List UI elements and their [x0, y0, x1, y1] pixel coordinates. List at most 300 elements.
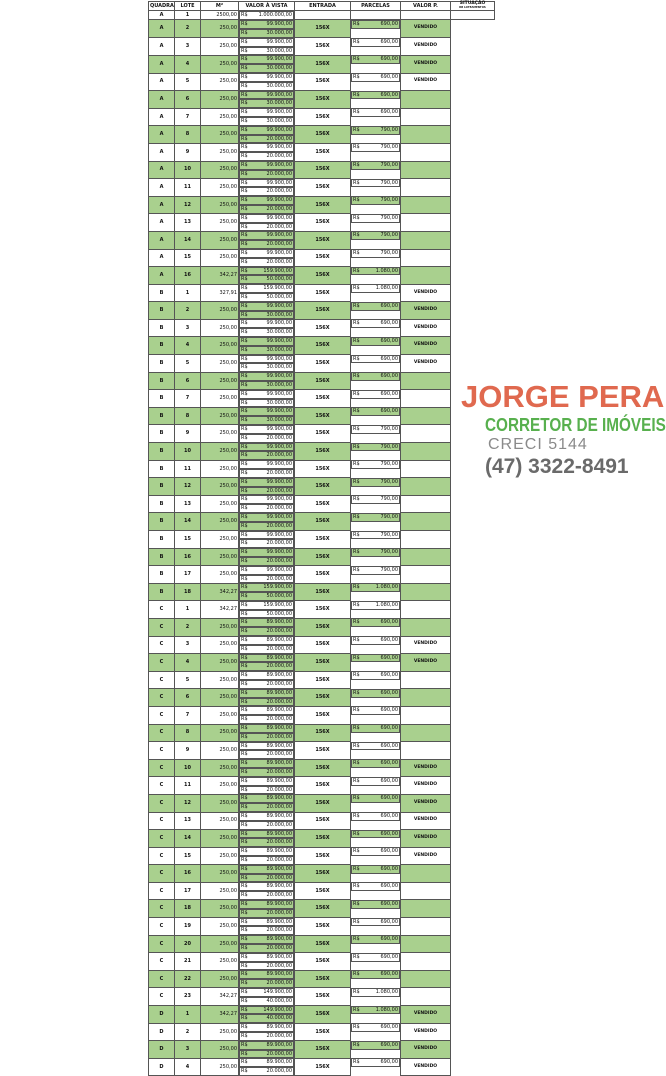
table-row [149, 214, 495, 232]
cell-valor-vista-value: 89.900,00 [266, 760, 292, 767]
currency-symbol: R$ [241, 645, 248, 652]
currency-symbol: R$ [241, 997, 248, 1004]
cell-quadra: B [149, 302, 175, 320]
currency-symbol: R$ [241, 241, 248, 248]
currency-symbol: R$ [241, 663, 248, 670]
cell-lote: 9 [175, 425, 201, 443]
cell-valor-p-value: 690,00 [380, 813, 398, 820]
cell-valor-p-value: 690,00 [380, 672, 398, 679]
cell-parcelas: 156X [295, 214, 351, 232]
cell-m2: 250,00 [201, 794, 239, 812]
currency-symbol: R$ [241, 892, 248, 899]
cell-valor-p-value: 1.080,00 [375, 1006, 398, 1013]
cell-valor-p-value: 690,00 [380, 21, 398, 28]
cell-valor-p-value: 690,00 [380, 408, 398, 415]
cell-entrada-value: 20.000,00 [266, 645, 292, 652]
table-row [149, 1023, 495, 1041]
cell-entrada [239, 698, 294, 707]
cell-parcelas: 156X [295, 284, 351, 302]
currency-symbol: R$ [241, 56, 248, 63]
header-quadra: QUADRA [150, 2, 174, 9]
currency-symbol: R$ [241, 707, 248, 714]
cell-quadra: A [149, 214, 175, 232]
table-row [149, 847, 495, 865]
cell-valor-vista-value: 89.900,00 [266, 830, 292, 837]
currency-symbol: R$ [241, 206, 248, 213]
cell-m2: 250,00 [201, 671, 239, 689]
cell-quadra: C [149, 794, 175, 812]
cell-parcelas: 156X [295, 73, 351, 91]
cell-valor-p [351, 865, 400, 874]
currency-symbol: R$ [241, 751, 248, 758]
cell-valor-vista-value: 89.900,00 [266, 900, 292, 907]
cell-parcelas: 156X [295, 531, 351, 549]
cell-quadra: C [149, 935, 175, 953]
cell-valor-vista-value: 89.900,00 [266, 795, 292, 802]
cell-lote: 18 [175, 583, 201, 601]
cell-m2: 250,00 [201, 20, 239, 38]
cell-situacao [401, 706, 451, 724]
cell-quadra: D [149, 1058, 175, 1076]
currency-symbol: R$ [241, 689, 248, 696]
cell-situacao [401, 390, 451, 408]
cell-m2: 250,00 [201, 337, 239, 355]
cell-valor-vista-value: 99.900,00 [266, 337, 292, 344]
currency-symbol: R$ [353, 408, 360, 415]
cell-lote: 1 [175, 1006, 201, 1024]
cell-quadra: A [149, 267, 175, 285]
cell-valor-p [351, 812, 400, 821]
cell-valor-p [351, 794, 400, 803]
cell-valor-vista-value: 99.900,00 [266, 549, 292, 556]
cell-m2: 250,00 [201, 495, 239, 513]
currency-symbol: R$ [241, 980, 248, 987]
cell-entrada-value: 20.000,00 [266, 962, 292, 969]
currency-symbol: R$ [241, 487, 248, 494]
currency-symbol: R$ [241, 276, 248, 283]
cell-m2: 250,00 [201, 847, 239, 865]
cell-entrada [239, 874, 294, 883]
currency-symbol: R$ [353, 637, 360, 644]
cell-situacao: VENDIDO [401, 302, 451, 320]
currency-symbol: R$ [241, 65, 248, 72]
cell-valor-p-value: 690,00 [380, 320, 398, 327]
cell-valor-p [351, 830, 400, 839]
currency-symbol: R$ [241, 927, 248, 934]
currency-symbol: R$ [353, 355, 360, 362]
currency-symbol: R$ [241, 795, 248, 802]
cell-entrada [239, 487, 294, 496]
currency-symbol: R$ [241, 575, 248, 582]
cell-m2: 250,00 [201, 918, 239, 936]
cell-quadra: C [149, 724, 175, 742]
cell-lote: 6 [175, 372, 201, 390]
cell-parcelas: 156X [295, 724, 351, 742]
cell-quadra: C [149, 988, 175, 1006]
cell-valor-p-value: 690,00 [380, 936, 398, 943]
cell-valor-p [351, 20, 400, 29]
cell-valor-p [351, 267, 400, 276]
cell-m2: 250,00 [201, 1041, 239, 1059]
cell-valor-vista-value: 149.900,00 [263, 988, 292, 995]
cell-parcelas: 156X [295, 847, 351, 865]
cell-valor-p [351, 689, 400, 698]
cell-entrada-value: 20.000,00 [266, 927, 292, 934]
cell-valor-vista [239, 55, 294, 64]
cell-valor-vista-value: 159.900,00 [263, 601, 292, 608]
currency-symbol: R$ [241, 839, 248, 846]
cell-entrada [239, 381, 294, 390]
cell-lote: 4 [175, 1058, 201, 1076]
table-row [149, 1006, 495, 1024]
table-row [149, 38, 495, 56]
currency-symbol: R$ [241, 505, 248, 512]
table-row [149, 970, 495, 988]
cell-entrada-value: 20.000,00 [266, 909, 292, 916]
cell-quadra: C [149, 636, 175, 654]
cell-entrada [239, 416, 294, 425]
cell-entrada [239, 803, 294, 812]
cell-parcelas: 156X [295, 20, 351, 38]
currency-symbol: R$ [241, 320, 248, 327]
cell-entrada [295, 11, 351, 20]
table-row [149, 1041, 495, 1059]
cell-quadra: A [149, 196, 175, 214]
table-row [149, 249, 495, 267]
table-row [149, 319, 495, 337]
cell-entrada [239, 135, 294, 144]
currency-symbol: R$ [241, 918, 248, 925]
cell-lote: 10 [175, 759, 201, 777]
cell-m2: 250,00 [201, 830, 239, 848]
cell-valor-vista [239, 495, 294, 504]
cell-m2: 250,00 [201, 478, 239, 496]
cell-valor-vista [239, 284, 294, 293]
currency-symbol: R$ [241, 408, 248, 415]
header-situacao-sub: RB LOTEAMENTOS [459, 6, 486, 9]
cell-entrada [239, 1067, 294, 1076]
cell-valor-vista [239, 794, 294, 803]
cell-valor-p [351, 443, 400, 452]
cell-valor-vista-value: 99.900,00 [266, 408, 292, 415]
header-situacao-label: SITUAÇÃO [459, 1, 486, 6]
cell-parcelas: 156X [295, 636, 351, 654]
currency-symbol: R$ [241, 223, 248, 230]
cell-m2: 250,00 [201, 161, 239, 179]
currency-symbol: R$ [241, 610, 248, 617]
cell-valor-vista [239, 231, 294, 240]
cell-situacao: VENDIDO [401, 830, 451, 848]
cell-parcelas: 156X [295, 126, 351, 144]
currency-symbol: R$ [241, 179, 248, 186]
currency-symbol: R$ [353, 91, 360, 98]
cell-valor-vista-value: 99.900,00 [266, 179, 292, 186]
cell-valor-vista [239, 161, 294, 170]
cell-m2: 250,00 [201, 724, 239, 742]
cell-parcelas: 156X [295, 882, 351, 900]
cell-valor-vista-value: 89.900,00 [266, 742, 292, 749]
cell-situacao [401, 970, 451, 988]
table-row [149, 706, 495, 724]
cell-quadra: D [149, 1006, 175, 1024]
cell-parcelas: 156X [295, 355, 351, 373]
table-row [149, 689, 495, 707]
cell-entrada-value: 20.000,00 [266, 487, 292, 494]
cell-m2: 250,00 [201, 777, 239, 795]
cell-valor-p-value: 690,00 [380, 74, 398, 81]
cell-valor-vista [239, 179, 294, 188]
cell-situacao [401, 478, 451, 496]
cell-situacao: VENDIDO [401, 777, 451, 795]
currency-symbol: R$ [241, 417, 248, 424]
cell-valor-p-value: 690,00 [380, 373, 398, 380]
cell-lote: 10 [175, 443, 201, 461]
currency-symbol: R$ [353, 38, 360, 45]
currency-symbol: R$ [241, 267, 248, 274]
cell-valor-p-value: 1.080,00 [375, 601, 398, 608]
currency-symbol: R$ [241, 399, 248, 406]
cell-parcelas: 156X [295, 1006, 351, 1024]
table-row [149, 601, 495, 619]
cell-quadra: A [149, 143, 175, 161]
cell-m2: 250,00 [201, 231, 239, 249]
cell-situacao [401, 988, 451, 1006]
currency-symbol: R$ [241, 452, 248, 459]
table-row [149, 777, 495, 795]
cell-m2: 250,00 [201, 706, 239, 724]
currency-symbol: R$ [241, 118, 248, 125]
currency-symbol: R$ [241, 38, 248, 45]
currency-symbol: R$ [241, 91, 248, 98]
cell-valor-p [351, 548, 400, 557]
cell-entrada-value: 20.000,00 [266, 857, 292, 863]
cell-valor-p-value: 790,00 [380, 214, 398, 221]
cell-valor-vista-value: 99.900,00 [266, 74, 292, 81]
cell-m2: 250,00 [201, 425, 239, 443]
cell-quadra: A [149, 38, 175, 56]
cell-parcelas: 156X [295, 460, 351, 478]
currency-symbol: R$ [353, 1041, 360, 1048]
currency-symbol: R$ [353, 74, 360, 81]
cell-valor-vista [239, 918, 294, 927]
cell-situacao [401, 935, 451, 953]
currency-symbol: R$ [353, 918, 360, 925]
realtor-creci: CRECI 5144 [488, 436, 588, 453]
cell-valor-vista-value: 99.900,00 [266, 250, 292, 257]
cell-lote: 7 [175, 706, 201, 724]
cell-lote: 1 [175, 11, 201, 20]
cell-lote: 4 [175, 654, 201, 672]
currency-symbol: R$ [241, 469, 248, 476]
cell-valor-vista [239, 865, 294, 874]
cell-valor-vista [239, 91, 294, 100]
cell-situacao [401, 742, 451, 760]
cell-quadra: C [149, 882, 175, 900]
cell-valor-vista-value: 99.900,00 [266, 109, 292, 116]
cell-valor-p-value: 790,00 [380, 232, 398, 239]
cell-lote: 11 [175, 179, 201, 197]
currency-symbol: R$ [241, 540, 248, 547]
currency-symbol: R$ [241, 804, 248, 811]
table-row [149, 372, 495, 390]
currency-symbol: R$ [241, 390, 248, 397]
cell-valor-p-value: 1.080,00 [375, 988, 398, 995]
cell-valor-vista [239, 548, 294, 557]
cell-parcelas: 156X [295, 865, 351, 883]
cell-parcelas: 156X [295, 706, 351, 724]
cell-valor-p-value: 690,00 [380, 795, 398, 802]
cell-entrada [239, 909, 294, 918]
currency-symbol: R$ [241, 953, 248, 960]
currency-symbol: R$ [241, 769, 248, 776]
cell-entrada-value: 20.000,00 [266, 434, 292, 441]
cell-valor-vista [239, 355, 294, 364]
cell-m2: 250,00 [201, 73, 239, 91]
currency-symbol: R$ [241, 936, 248, 943]
cell-valor-vista-value: 99.900,00 [266, 144, 292, 151]
currency-symbol: R$ [241, 962, 248, 969]
cell-entrada-value: 20.000,00 [266, 206, 292, 213]
cell-entrada-value: 50.000,00 [266, 610, 292, 617]
cell-m2: 250,00 [201, 812, 239, 830]
cell-entrada [239, 592, 294, 601]
realtor-subtitle: CORRETOR DE IMÓVEIS [485, 415, 666, 435]
cell-valor-p [351, 108, 400, 117]
currency-symbol: R$ [353, 109, 360, 116]
currency-symbol: R$ [241, 601, 248, 608]
cell-valor-vista [239, 460, 294, 469]
cell-m2: 250,00 [201, 970, 239, 988]
cell-valor-vista-value: 99.900,00 [266, 126, 292, 133]
currency-symbol: R$ [241, 355, 248, 362]
currency-symbol: R$ [241, 144, 248, 151]
cell-entrada [239, 821, 294, 830]
cell-entrada-value: 30.000,00 [266, 329, 292, 336]
cell-lote: 8 [175, 724, 201, 742]
currency-symbol: R$ [241, 162, 248, 169]
cell-valor-p [351, 161, 400, 170]
cell-valor-vista [239, 214, 294, 223]
table-row [149, 654, 495, 672]
table-row [149, 618, 495, 636]
cell-valor-vista-value: 149.900,00 [263, 1006, 292, 1013]
cell-m2: 250,00 [201, 548, 239, 566]
cell-entrada [239, 47, 294, 56]
cell-valor-vista-value: 99.900,00 [266, 197, 292, 204]
currency-symbol: R$ [353, 390, 360, 397]
cell-situacao: VENDIDO [401, 812, 451, 830]
cell-parcelas: 156X [295, 91, 351, 109]
cell-entrada-value: 50.000,00 [266, 276, 292, 283]
table-row [149, 812, 495, 830]
table-row [149, 55, 495, 73]
cell-entrada-value: 20.000,00 [266, 505, 292, 512]
cell-valor-vista-value: 89.900,00 [266, 918, 292, 925]
cell-valor-vista [239, 759, 294, 768]
cell-entrada [239, 152, 294, 161]
cell-valor-vista [239, 601, 294, 610]
cell-lote: 2 [175, 20, 201, 38]
currency-symbol: R$ [353, 760, 360, 767]
table-row [149, 636, 495, 654]
cell-parcelas: 156X [295, 407, 351, 425]
cell-valor-p-value: 690,00 [380, 109, 398, 116]
cell-valor-p [351, 742, 400, 751]
cell-situacao [401, 161, 451, 179]
cell-valor-vista [239, 953, 294, 962]
table-row [149, 988, 495, 1006]
cell-entrada-value: 20.000,00 [266, 1032, 292, 1039]
cell-quadra: C [149, 618, 175, 636]
cell-entrada [239, 363, 294, 372]
cell-m2: 250,00 [201, 618, 239, 636]
cell-parcelas: 156X [295, 953, 351, 971]
table-row [149, 425, 495, 443]
table-row [149, 284, 495, 302]
currency-symbol: R$ [241, 1015, 248, 1022]
cell-entrada-value: 20.000,00 [266, 1050, 292, 1057]
cell-valor-p-value: 790,00 [380, 461, 398, 468]
cell-lote: 3 [175, 1041, 201, 1059]
cell-valor-vista [239, 1041, 294, 1050]
cell-situacao [401, 249, 451, 267]
cell-entrada-value: 20.000,00 [266, 258, 292, 265]
cell-valor-vista-value: 99.900,00 [266, 496, 292, 503]
cell-valor-vista [239, 935, 294, 944]
cell-valor-p [351, 1041, 400, 1050]
cell-m2: 250,00 [201, 126, 239, 144]
cell-valor-p [351, 706, 400, 715]
cell-parcelas: 156X [295, 671, 351, 689]
cell-valor-vista-value: 99.900,00 [266, 531, 292, 538]
cell-parcelas: 156X [295, 812, 351, 830]
cell-valor-p-value: 790,00 [380, 496, 398, 503]
cell-m2: 250,00 [201, 460, 239, 478]
currency-symbol: R$ [353, 619, 360, 626]
table-row [149, 759, 495, 777]
cell-valor-vista-value: 89.900,00 [266, 689, 292, 696]
cell-valor-p [351, 988, 400, 997]
table-row [149, 935, 495, 953]
cell-parcelas: 156X [295, 337, 351, 355]
cell-situacao: VENDIDO [401, 55, 451, 73]
currency-symbol: R$ [241, 373, 248, 380]
table-row [149, 548, 495, 566]
currency-symbol: R$ [241, 742, 248, 749]
cell-entrada [239, 539, 294, 548]
cell-valor-p-value: 690,00 [380, 953, 398, 960]
cell-parcelas: 156X [295, 601, 351, 619]
cell-parcelas: 156X [295, 108, 351, 126]
cell-lote: 17 [175, 566, 201, 584]
cell-entrada [239, 258, 294, 267]
cell-m2: 250,00 [201, 302, 239, 320]
currency-symbol: R$ [353, 742, 360, 749]
table-header-row [149, 2, 495, 11]
cell-valor-vista [239, 108, 294, 117]
cell-m2: 250,00 [201, 407, 239, 425]
currency-symbol: R$ [241, 1068, 248, 1075]
cell-entrada-value: 30.000,00 [266, 417, 292, 424]
cell-m2: 250,00 [201, 390, 239, 408]
cell-entrada [239, 1050, 294, 1059]
currency-symbol: R$ [353, 373, 360, 380]
cell-valor-p-value: 690,00 [380, 848, 398, 855]
cell-quadra: C [149, 689, 175, 707]
cell-entrada-value: 50.000,00 [266, 294, 292, 300]
cell-valor-p [351, 372, 400, 381]
cell-entrada-value: 20.000,00 [266, 170, 292, 177]
